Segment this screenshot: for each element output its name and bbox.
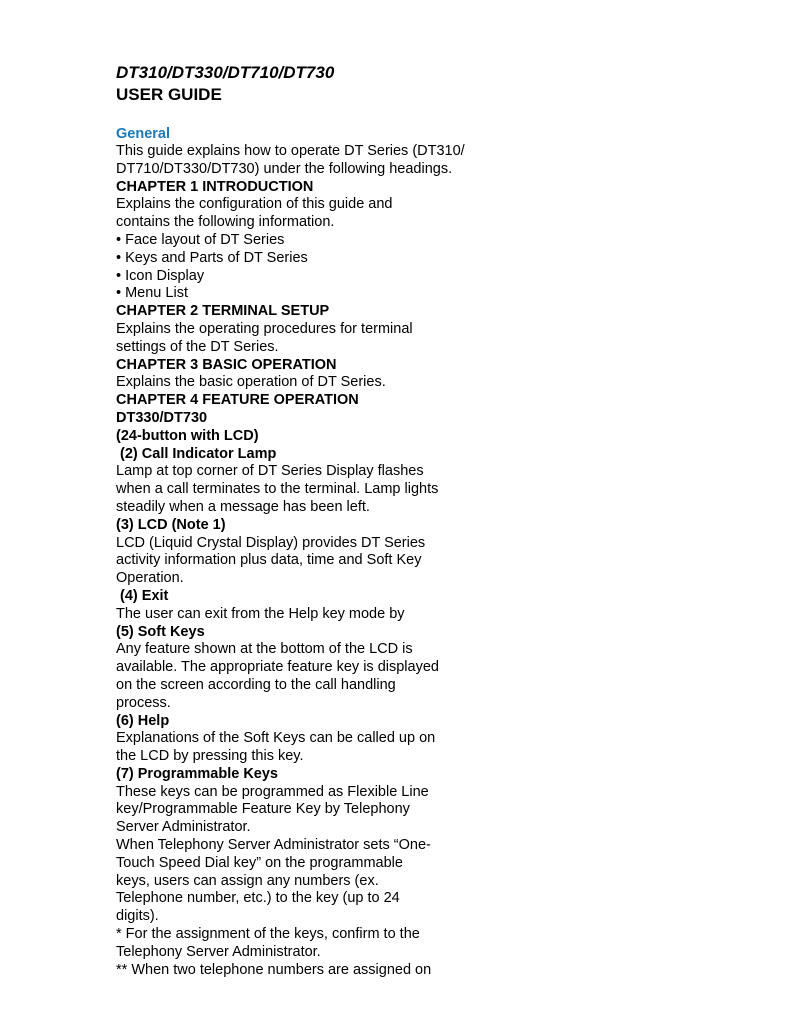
body-text-line: process. [116,694,171,711]
heading-line: (4) Exit [116,587,169,604]
body-text-line: • Face layout of DT Series [116,231,285,248]
body-text-line: Explanations of the Soft Keys can be called up on [116,730,436,747]
body-text-line: Lamp at top corner of DT Series Display flashes [116,463,424,480]
body-text-line: Telephony Server Administrator. [116,943,321,960]
body-text-line: Touch Speed Dial key” on the programmable [116,854,403,871]
body-text-line: LCD (Liquid Crystal Display) provides DT Series [116,534,426,551]
body-text-line: settings of the DT Series. [116,338,279,355]
document-page [116,62,516,979]
body-text-line: ** When two telephone numbers are assigned on [116,961,432,978]
body-text-line: Operation. [116,570,184,587]
body-text-line: Server Administrator. [116,819,251,836]
body-text-line: Explains the operating procedures for terminal [116,320,413,337]
heading-line: (7) Programmable Keys [116,765,278,782]
heading-line: (2) Call Indicator Lamp [116,445,277,462]
body-text-line: The user can exit from the Help key mode by [116,605,405,622]
body-text-line: Explains the basic operation of DT Series. [116,374,386,391]
heading-line: (5) Soft Keys [116,623,205,640]
body-text-line: on the screen according to the call handling [116,676,396,693]
body-text-line: digits). [116,908,159,925]
heading-line: CHAPTER 2 TERMINAL SETUP [116,303,330,320]
body-text-line: contains the following information. [116,214,335,231]
body-text-line: key/Programmable Feature Key by Telephony [116,801,410,818]
body-text-line: Telephone number, etc.) to the key (up to 24 [116,890,400,907]
body-text-line: • Menu List [116,285,188,302]
section-heading-general: General [116,126,170,142]
body-text-line: • Keys and Parts of DT Series [116,249,308,266]
body-text-line: These keys can be programmed as Flexible Line [116,783,429,800]
heading-line: CHAPTER 1 INTRODUCTION [116,178,314,195]
heading-line: CHAPTER 3 BASIC OPERATION [116,356,337,373]
document-title-models: DT310/DT330/DT710/DT730 [116,63,335,82]
body-text-line: available. The appropriate feature key is displayed [116,659,439,676]
heading-line: (6) Help [116,712,170,729]
body-text-line: the LCD by pressing this key. [116,748,304,765]
body-text-line: DT710/DT330/DT730) under the following headings. [116,160,453,177]
body-text-line: This guide explains how to operate DT Series (DT310/ [116,143,465,159]
document-body [116,143,516,979]
body-text-line: when a call terminates to the terminal. Lamp lights [116,481,439,498]
body-text-line: When Telephony Server Administrator sets “One- [116,837,431,854]
heading-line: DT330/DT730 [116,409,208,426]
body-text-line: Explains the configuration of this guide and [116,196,393,213]
document-title: USER GUIDE [116,85,222,104]
heading-line: CHAPTER 4 FEATURE OPERATION [116,392,359,409]
body-text-line: • Icon Display [116,267,205,284]
body-text-line: * For the assignment of the keys, confirm to the [116,926,420,943]
body-text-line: steadily when a message has been left. [116,498,370,515]
heading-line: (3) LCD (Note 1) [116,516,226,533]
body-text-line: keys, users can assign any numbers (ex. [116,872,379,889]
heading-line: (24-button with LCD) [116,427,259,444]
body-text-line: activity information plus data, time and Soft Key [116,552,422,569]
body-text-line: Any feature shown at the bottom of the LCD is [116,641,413,658]
